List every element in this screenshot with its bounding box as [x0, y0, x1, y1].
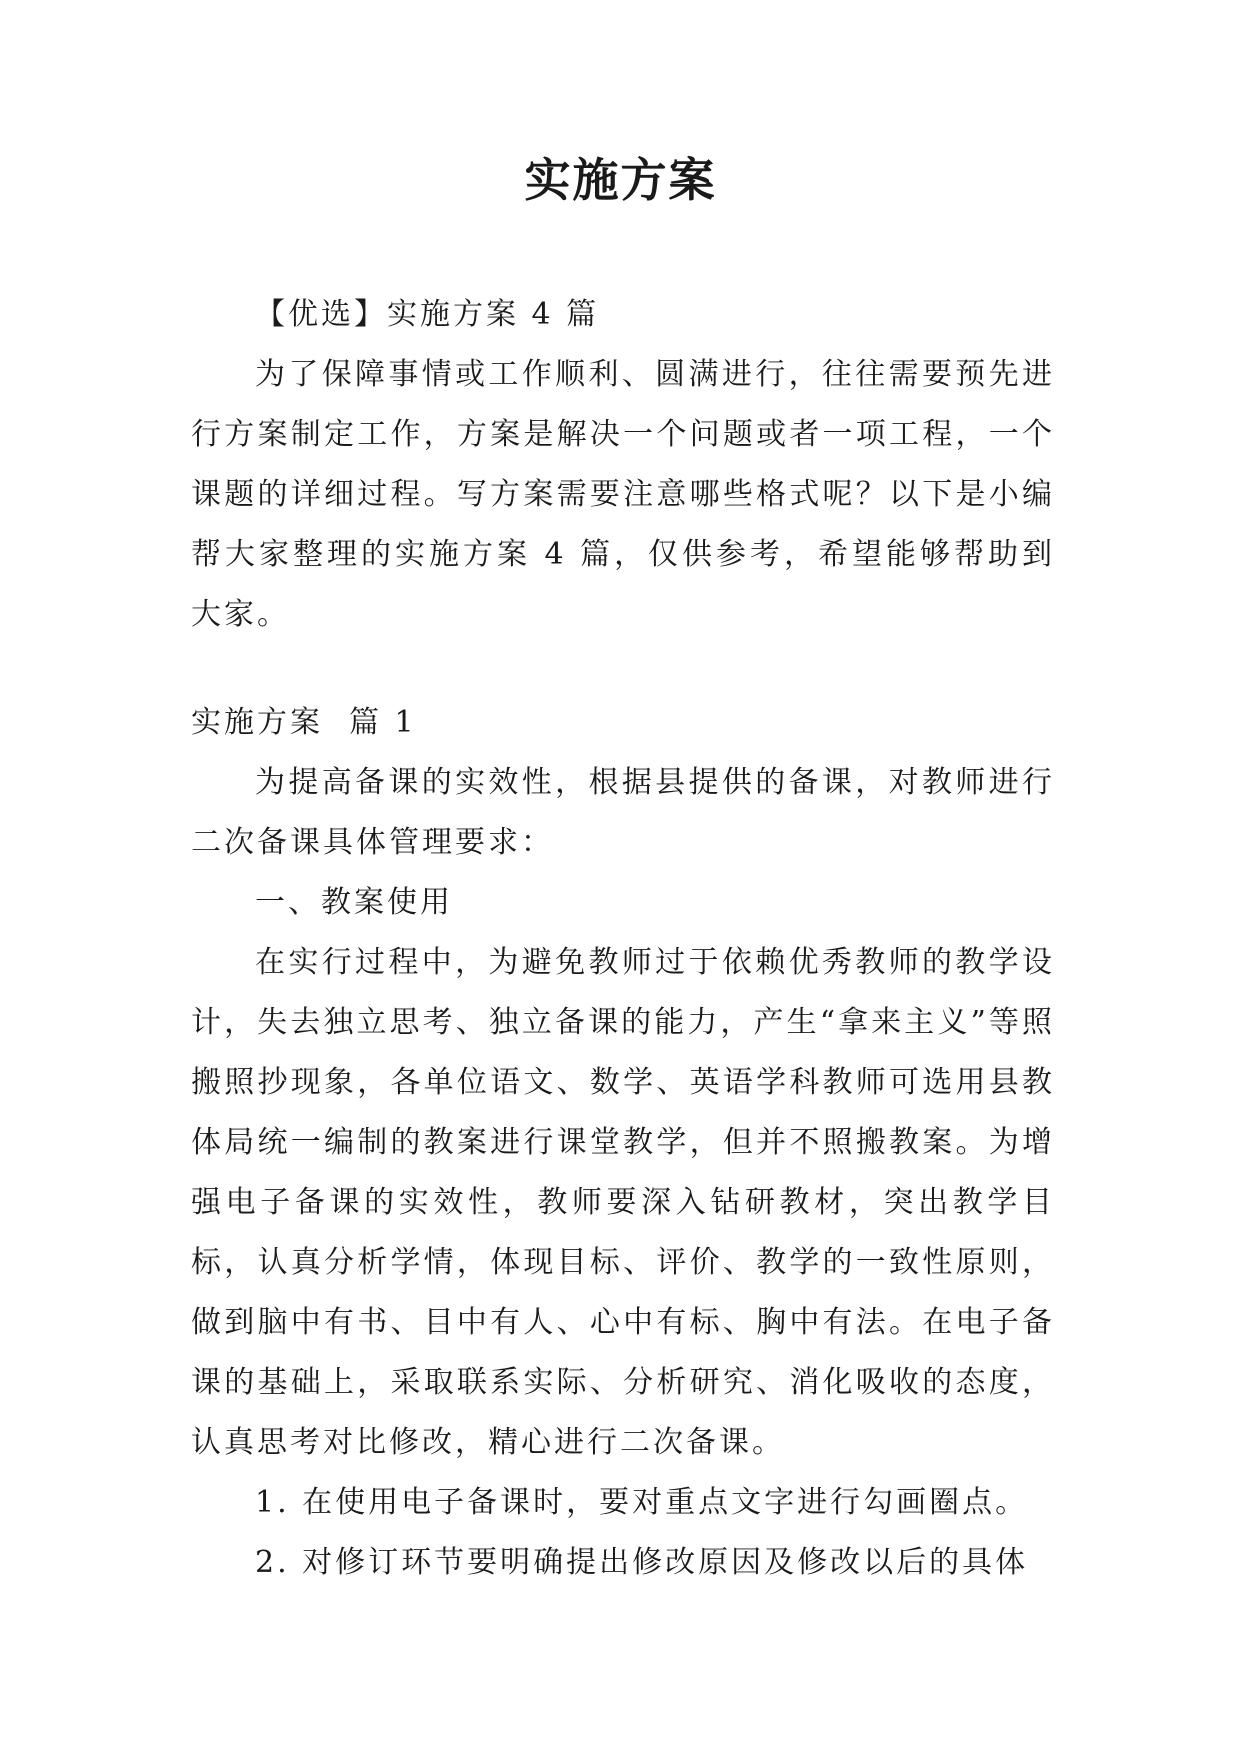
section-heading-part: 篇 1: [349, 705, 417, 740]
section-subheading: 一、教案使用: [255, 885, 453, 920]
list-item-1: 1. 在使用电子备课时，要对重点文字进行勾画圈点。: [255, 1485, 1029, 1520]
section-paragraph-2: 在实行过程中，为避免教师过于依赖优秀教师的教学设计，失去独立思考、独立备课的能力，产生“拿来主义”等照搬照抄现象，各单位语文、数学、英语学科教师可选用县教体局统一编制的教案进行课堂教学，但并不照搬教案。为增强电子备课的实效性，教师要深入钻研教材，突出教学目标，认真分析学情，体现目标、评价、教学的一致性原则，做到脑中有书、目中有人、心中有标、胸中有法。在电子备课的基础上，采取联系实际、分析研究、消化吸收的态度，认真思考对比修改，精心进行二次备课。: [191, 945, 1055, 1460]
intro-paragraph: 为了保障事情或工作顺利、圆满进行，往往需要预先进行方案制定工作，方案是解决一个问题或者一项工程，一个课题的详细过程。写方案需要注意哪些格式呢？以下是小编帮大家整理的实施方案 4 篇，仅供参考，希望能够帮助到大家。: [191, 357, 1055, 632]
section-paragraph-1: 为提高备课的实效性，根据县提供的备课，对教师进行二次备课具体管理要求：: [191, 765, 1055, 860]
intro-block: [191, 285, 1055, 645]
intro-subtitle: 【优选】实施方案 4 篇: [255, 297, 600, 332]
section-heading-name: 实施方案: [191, 705, 323, 740]
section-1: [191, 693, 1055, 1593]
document-title: 实施方案: [524, 153, 717, 207]
section-heading: [191, 693, 1055, 753]
list-item-2: 2. 对修订环节要明确提出修改原因及修改以后的具体: [255, 1545, 1029, 1580]
